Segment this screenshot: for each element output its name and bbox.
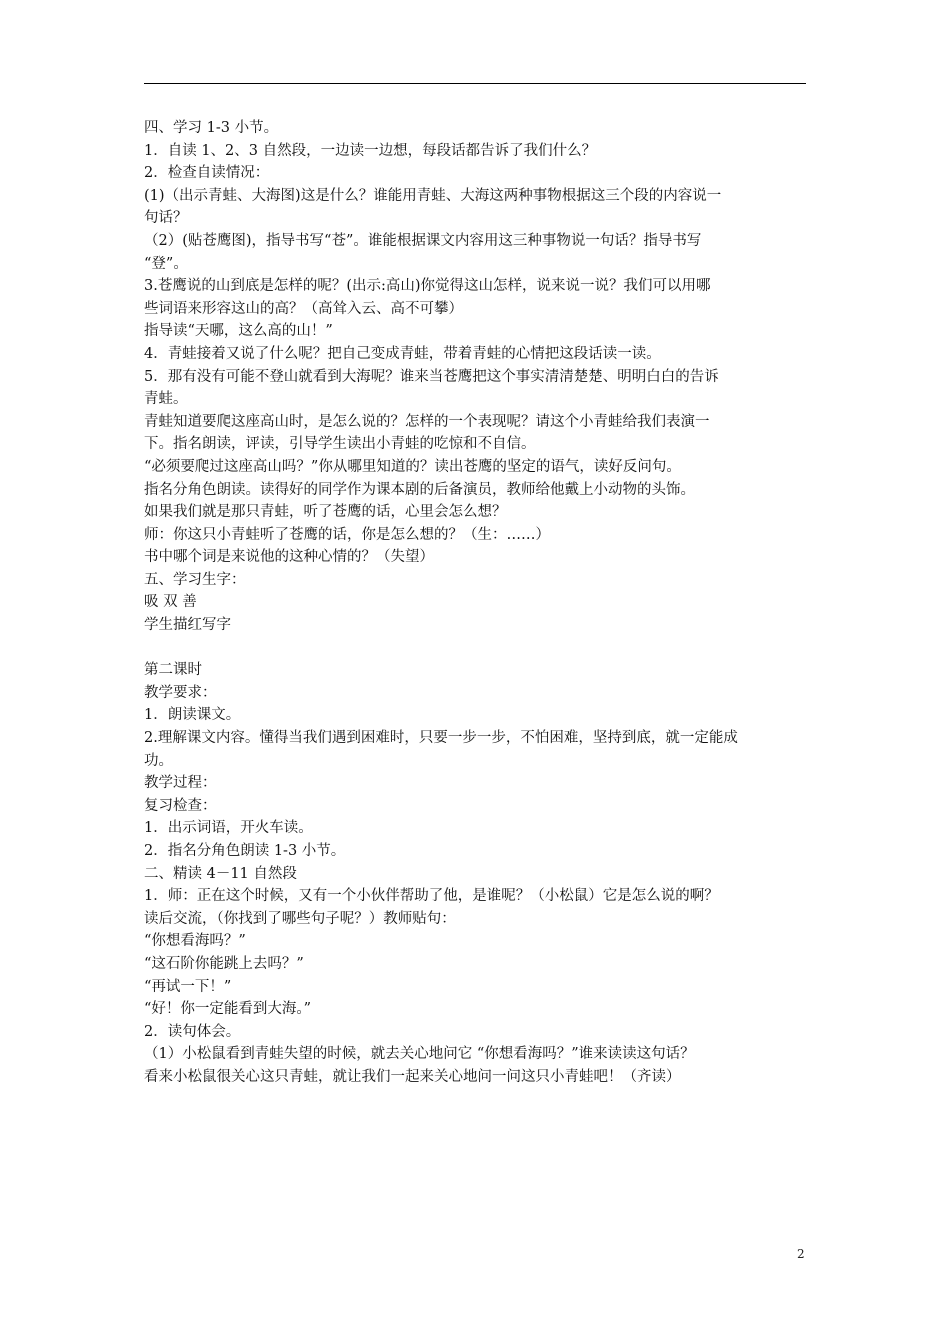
text-line: 青蛙。 bbox=[144, 391, 188, 408]
text-line: 教学过程： bbox=[144, 775, 217, 792]
text-line: 3.苍鹰说的山到底是怎样的呢？(出示:高山)你觉得这山怎样，说来说一说？我们可以用哪 bbox=[144, 278, 711, 295]
text-line: 2．检查自读情况： bbox=[144, 165, 270, 182]
text-line: 功。 bbox=[144, 752, 173, 769]
text-line: 二、精读 4－11 自然段 bbox=[144, 865, 297, 882]
text-line: 指名分角色朗读。读得好的同学作为课本剧的后备演员，教师给他戴上小动物的头饰。 bbox=[144, 481, 695, 498]
text-line: “必须要爬过这座高山吗？”你从哪里知道的？读出苍鹰的坚定的语气，读好反问句。 bbox=[144, 458, 681, 475]
text-line: 看来小松鼠很关心这只青蛙，就让我们一起来关心地问一问这只小青蛙吧！（齐读） bbox=[144, 1068, 681, 1085]
text-line: “好！你一定能看到大海。” bbox=[144, 1001, 312, 1018]
text-line: 复习检查： bbox=[144, 797, 217, 814]
text-line: 如果我们就是那只青蛙，听了苍鹰的话，心里会怎么想？ bbox=[144, 504, 507, 521]
text-line: 师：你这只小青蛙听了苍鹰的话，你是怎么想的？（生：……） bbox=[144, 526, 550, 543]
text-line: 指导读“天哪，这么高的山！” bbox=[144, 323, 333, 340]
text-line: “再试一下！” bbox=[144, 978, 232, 995]
text-line: 4．青蛙接着又说了什么呢？把自己变成青蛙，带着青蛙的心情把这段话读一读。 bbox=[144, 345, 661, 362]
text-line: “你想看海吗？” bbox=[144, 933, 246, 950]
text-line: 5．那有没有可能不登山就看到大海呢？谁来当苍鹰把这个事实清清楚楚、明明白白的告诉 bbox=[144, 368, 719, 385]
text-line: 些词语来形容这山的高？（高耸入云、高不可攀） bbox=[144, 300, 463, 317]
text-line: 1．出示词语，开火车读。 bbox=[144, 820, 313, 837]
text-line: (1)（出示青蛙、大海图)这是什么？谁能用青蛙、大海这两种事物根据这三个段的内容说一 bbox=[144, 187, 722, 204]
header-rule bbox=[144, 83, 806, 84]
text-line: （1）小松鼠看到青蛙失望的时候，就去关心地问它 “你想看海吗？”谁来读读这句话？ bbox=[144, 1046, 695, 1063]
text-line: 书中哪个词是来说他的这种心情的？（失望） bbox=[144, 549, 434, 566]
text-line: 第二课时 bbox=[144, 662, 202, 679]
document-body bbox=[144, 117, 808, 1089]
text-line: 青蛙知道要爬这座高山时，是怎么说的？怎样的一个表现呢？请这个小青蛙给我们表演一 bbox=[144, 413, 710, 430]
text-line: 1．师：正在这个时候，又有一个小伙伴帮助了他，是谁呢？（小松鼠）它是怎么说的啊？ bbox=[144, 888, 719, 905]
text-line: 学生描红写字 bbox=[144, 617, 231, 634]
text-line: 教学要求： bbox=[144, 684, 217, 701]
text-line: 读后交流，（你找到了哪些句子呢？）教师贴句： bbox=[144, 910, 456, 927]
text-line: 句话？ bbox=[144, 210, 188, 227]
text-line: （2）(贴苍鹰图)，指导书写“苍”。谁能根据课文内容用这三种事物说一句话？指导书写 bbox=[144, 232, 702, 249]
text-line: 五、学习生字： bbox=[144, 571, 246, 588]
text-line: 2．读句体会。 bbox=[144, 1023, 241, 1040]
text-line: “登”。 bbox=[144, 255, 188, 272]
page-number: 2 bbox=[797, 1247, 805, 1261]
text-line: 四、学习 1-3 小节。 bbox=[144, 120, 279, 136]
text-line: 2.理解课文内容。懂得当我们遇到困难时，只要一步一步，不怕困难，坚持到底，就一定能成 bbox=[144, 730, 738, 747]
text-line: 吸 双 善 bbox=[144, 594, 197, 611]
text-line: “这石阶你能跳上去吗？” bbox=[144, 955, 304, 972]
text-line: 1．朗读课文。 bbox=[144, 707, 241, 724]
text-line bbox=[144, 637, 808, 660]
text-line: 1．自读 1、2、3 自然段，一边读一边想，每段话都告诉了我们什么？ bbox=[144, 142, 597, 159]
text-line: 2．指名分角色朗读 1-3 小节。 bbox=[144, 843, 346, 859]
text-line: 下。指名朗读，评读，引导学生读出小青蛙的吃惊和不自信。 bbox=[144, 436, 536, 453]
